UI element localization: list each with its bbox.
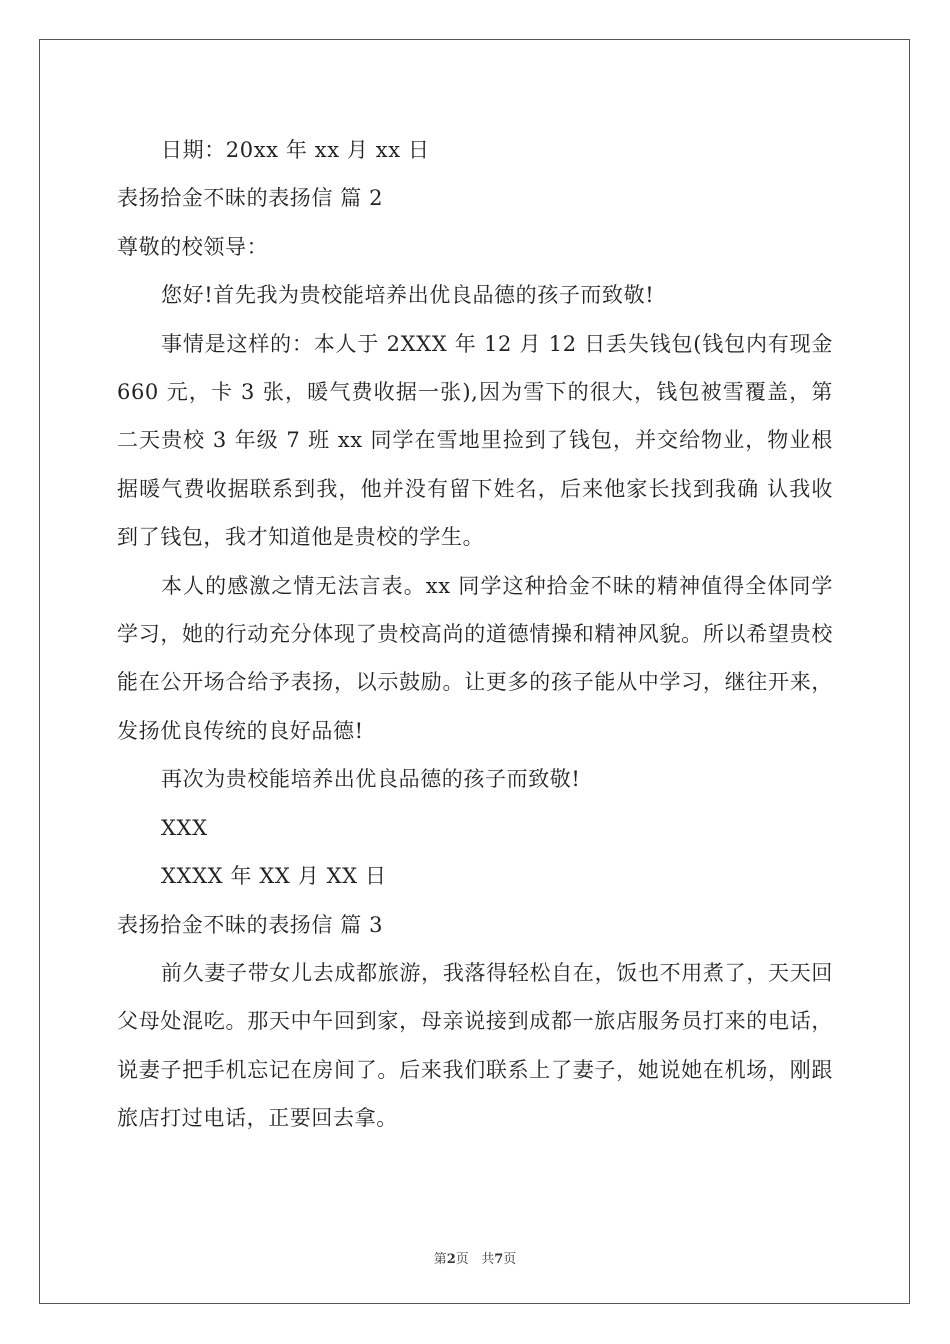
salutation: 尊敬的校领导：: [117, 234, 269, 259]
date-line: 日期：20xx 年 xx 月 xx 日: [161, 138, 430, 162]
paragraph: 再次为贵校能培养出优良品德的孩子而致敬!: [161, 767, 581, 792]
section-heading: 表扬拾金不昧的表扬信 篇 3: [117, 912, 384, 937]
page-prefix: 第: [433, 1252, 447, 1267]
paragraph: 本人的感激之情无法言表。xx 同学这种拾金不昧的精神值得全体同学学习，她的行动充分体现了贵校高尚的道德情操和精神风貌。所以希望贵校能在公开场合给予表扬，以示鼓励。让更多的孩子能从中学习，继往开来，发扬优良传统的良好品德!: [117, 573, 833, 743]
signature-date: XXXX 年 XX 月 XX 日: [161, 864, 387, 889]
signature-name: XXX: [161, 815, 208, 840]
paragraph: 前久妻子带女儿去成都旅游，我落得轻松自在，饭也不用煮了，天天回父母处混吃。那天中午回到家，母亲说接到成都一旅店服务员打来的电话，说妻子把手机忘记在房间了。后来我们联系上了妻子，她说她在机场，刚跟旅店打过电话，正要回去拿。: [117, 960, 833, 1131]
page-suffix: 页: [455, 1252, 469, 1267]
page-number-total: 7: [494, 1252, 504, 1267]
section-heading: 表扬拾金不昧的表扬信 篇 2: [117, 186, 384, 211]
page-footer: [0, 1248, 950, 1267]
total-prefix: 共: [481, 1252, 495, 1267]
total-suffix: 页: [503, 1252, 517, 1267]
paragraph: 您好!首先我为贵校能培养出优良品德的孩子而致敬!: [161, 283, 655, 308]
page-number-current: 2: [446, 1252, 456, 1267]
document-body: [117, 126, 833, 1143]
paragraph: 事情是这样的：本人于 2XXX 年 12 月 12 日丢失钱包(钱包内有现金 660 元，卡 3 张，暖气费收据一张),因为雪下的很大，钱包被雪覆盖，第二天贵校 3 年级 7 班 xx 同学在雪地里捡到了钱包，并交给物业，物业根据暖气费收据联系到我，他并没有留下姓名，后来他家长找到我确 认我收到了钱包，我才知道他是贵校的学生。: [117, 331, 833, 550]
